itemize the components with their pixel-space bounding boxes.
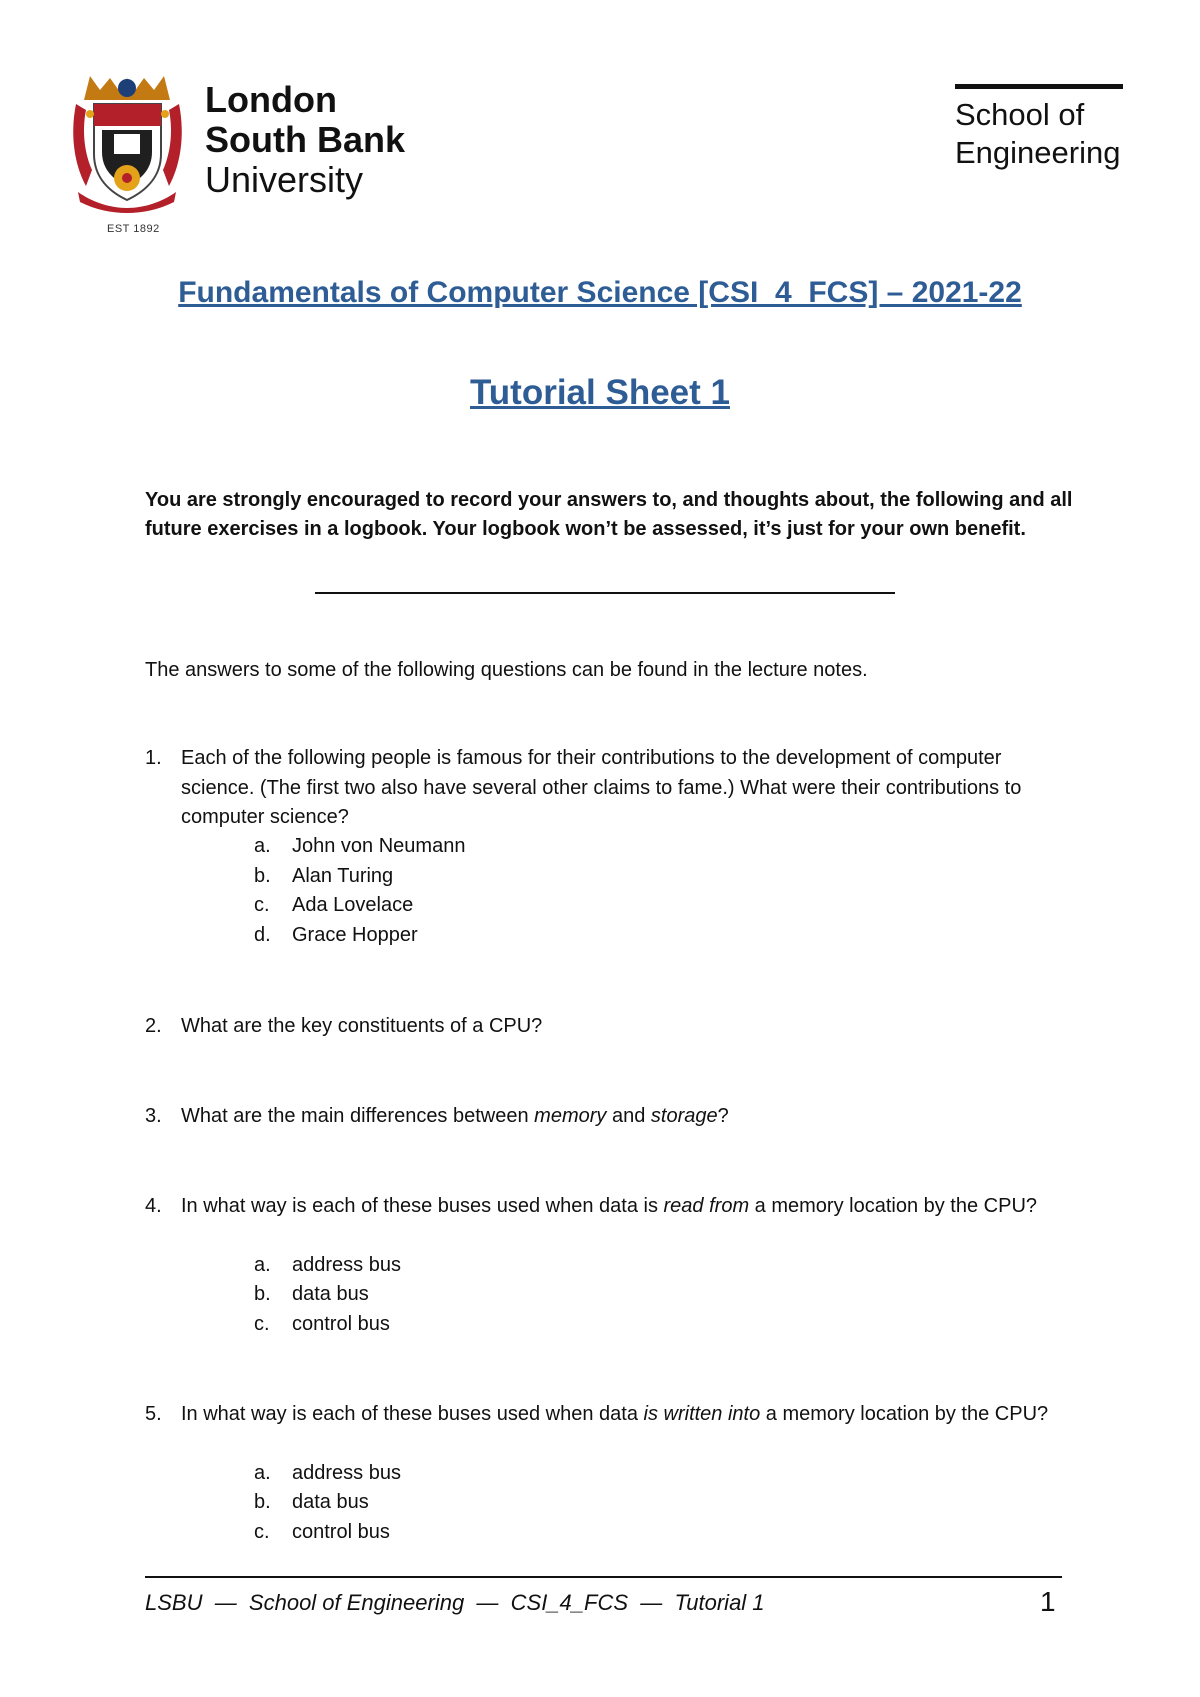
emphasis-is-written-into: is written into bbox=[643, 1403, 761, 1425]
university-name-line-2: South Bank bbox=[205, 119, 406, 160]
lecture-notes-note: The answers to some of the following questions can be found in the lecture notes. bbox=[145, 659, 868, 681]
item-text: Ada Lovelace bbox=[292, 894, 414, 916]
question-number: 4. bbox=[145, 1195, 162, 1217]
university-name bbox=[205, 80, 405, 200]
item-label: c. bbox=[254, 894, 270, 916]
question-text: In what way is each of these buses used when data is written into a memory location by the CPU? bbox=[181, 1403, 1049, 1425]
item-label: a. bbox=[254, 835, 271, 857]
question-4 bbox=[145, 1192, 1080, 1222]
emphasis-read-from: read from bbox=[663, 1195, 750, 1217]
question-text: What are the key constituents of a CPU? bbox=[181, 1015, 543, 1037]
footer-rule bbox=[145, 1576, 1062, 1578]
established-year: EST 1892 bbox=[107, 223, 160, 235]
page-number: 1 bbox=[1040, 1586, 1056, 1617]
item-text: control bus bbox=[292, 1521, 390, 1543]
question-number: 2. bbox=[145, 1015, 162, 1037]
university-crest-logo bbox=[70, 74, 185, 214]
item-text: address bus bbox=[292, 1462, 401, 1484]
item-text: control bus bbox=[292, 1313, 390, 1335]
section-divider bbox=[315, 592, 895, 594]
course-title: Fundamentals of Computer Science [CSI_4_FCS] – 2021-22 bbox=[178, 276, 1022, 309]
item-text: data bus bbox=[292, 1283, 369, 1305]
item-label: b. bbox=[254, 1491, 271, 1513]
item-label: b. bbox=[254, 865, 271, 887]
item-label: c. bbox=[254, 1521, 270, 1543]
emphasis-storage: storage bbox=[650, 1105, 718, 1127]
emphasis-memory: memory bbox=[534, 1105, 607, 1127]
school-name bbox=[955, 96, 1120, 172]
question-1 bbox=[145, 744, 1080, 833]
item-label: d. bbox=[254, 924, 271, 946]
question-3 bbox=[145, 1102, 1080, 1132]
school-name-line-1: School of bbox=[955, 97, 1085, 132]
school-header-rule bbox=[955, 84, 1123, 89]
question-number: 1. bbox=[145, 747, 162, 769]
question-text: In what way is each of these buses used when data is read from a memory location by the CPU? bbox=[181, 1195, 1038, 1217]
intro-paragraph: You are strongly encouraged to record your answers to, and thoughts about, the following and all future exercises in a logbook. Your logbook won’t be assessed, it’s just for your own benefit. bbox=[145, 489, 1073, 540]
item-text: address bus bbox=[292, 1254, 401, 1276]
item-text: Grace Hopper bbox=[292, 924, 418, 946]
question-2 bbox=[145, 1012, 1080, 1042]
item-label: b. bbox=[254, 1283, 271, 1305]
sheet-title: Tutorial Sheet 1 bbox=[470, 373, 730, 412]
item-text: John von Neumann bbox=[292, 835, 466, 857]
item-label: c. bbox=[254, 1313, 270, 1335]
question-5 bbox=[145, 1400, 1080, 1430]
university-name-line-3: University bbox=[205, 159, 364, 200]
question-text: What are the main differences between memory and storage? bbox=[181, 1105, 729, 1127]
university-name-line-1: London bbox=[205, 79, 337, 120]
school-name-line-2: Engineering bbox=[955, 135, 1121, 170]
item-text: Alan Turing bbox=[292, 865, 394, 887]
question-text: Each of the following people is famous for their contributions to the development of computer science. (The first two also have several other claims to fame.) What were their contributions to computer science? bbox=[181, 747, 1022, 828]
item-label: a. bbox=[254, 1462, 271, 1484]
footer-text: LSBU — School of Engineering — CSI_4_FCS — Tutorial 1 bbox=[145, 1590, 765, 1615]
item-text: data bus bbox=[292, 1491, 369, 1513]
question-number: 5. bbox=[145, 1403, 162, 1425]
item-label: a. bbox=[254, 1254, 271, 1276]
question-number: 3. bbox=[145, 1105, 162, 1127]
